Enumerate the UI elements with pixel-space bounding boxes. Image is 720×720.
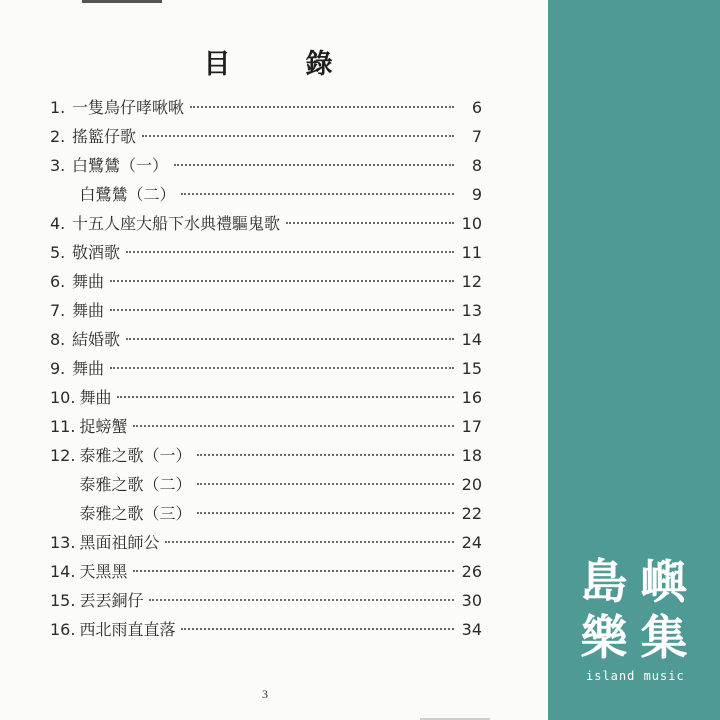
toc-entry-page: 30 bbox=[461, 591, 482, 610]
toc-entry-number: 9. bbox=[50, 359, 66, 378]
toc-entry-number: 11. bbox=[50, 417, 76, 436]
toc-leader-dots bbox=[165, 541, 454, 543]
toc-entry-page: 16 bbox=[461, 388, 482, 407]
toc-entry-page: 14 bbox=[461, 330, 482, 349]
toc-leader-dots bbox=[133, 570, 454, 572]
toc-entry-title: 十五人座大船下水典禮驅鬼歌 bbox=[72, 214, 281, 233]
brand-panel bbox=[548, 0, 720, 720]
toc-entry-number: 16. bbox=[50, 620, 76, 639]
toc-entry-title: 舞曲 bbox=[72, 359, 105, 378]
brand-logo bbox=[574, 555, 704, 683]
toc-entry-title: 捉螃蟹 bbox=[79, 417, 128, 436]
toc-entry-title: 泰雅之歌（三） bbox=[79, 504, 192, 523]
toc-entry-page: 20 bbox=[461, 475, 482, 494]
brand-char: 集 bbox=[640, 611, 688, 666]
toc-entry-title: 搖籃仔歌 bbox=[72, 127, 137, 146]
toc-entry bbox=[50, 298, 482, 327]
toc-entry-title: 泰雅之歌（一） bbox=[79, 446, 192, 465]
toc-entry-number: 15. bbox=[50, 591, 76, 610]
toc-leader-dots bbox=[126, 251, 454, 253]
toc-entry bbox=[50, 385, 482, 414]
toc-entry-page: 22 bbox=[461, 504, 482, 523]
toc-entry bbox=[50, 153, 482, 182]
toc-entry-number: 14. bbox=[50, 562, 76, 581]
toc-entry bbox=[50, 124, 482, 153]
toc-entry bbox=[50, 472, 482, 501]
toc-leader-dots bbox=[286, 222, 454, 224]
toc-entry-title: 敬酒歌 bbox=[72, 243, 121, 262]
toc-entry-page: 13 bbox=[461, 301, 482, 320]
toc-leader-dots bbox=[181, 628, 454, 630]
toc-entry-page: 15 bbox=[461, 359, 482, 378]
brand-char: 樂 bbox=[580, 611, 628, 666]
toc-entry-title: 舞曲 bbox=[72, 301, 105, 320]
toc-entry-title: 一隻鳥仔哮啾啾 bbox=[72, 98, 185, 117]
toc-leader-dots bbox=[117, 396, 454, 398]
toc-entry bbox=[50, 240, 482, 269]
toc-entry bbox=[50, 617, 482, 646]
toc-title: 目 錄 bbox=[203, 49, 357, 80]
page-number: 3 bbox=[262, 687, 268, 701]
brand-tagline: island music bbox=[586, 669, 685, 683]
toc-leader-dots bbox=[110, 280, 454, 282]
toc-entry bbox=[50, 414, 482, 443]
toc-leader-dots bbox=[133, 425, 454, 427]
toc-entry-title: 丟丟銅仔 bbox=[79, 591, 144, 610]
toc-entry bbox=[50, 211, 482, 240]
toc-entry-page: 9 bbox=[471, 185, 482, 204]
toc-entry-number: 2. bbox=[50, 127, 66, 146]
toc-entry-number: 8. bbox=[50, 330, 66, 349]
toc-entry-number: 12. bbox=[50, 446, 76, 465]
toc-entry bbox=[50, 327, 482, 356]
toc-entry bbox=[50, 530, 482, 559]
toc-entry-number: 13. bbox=[50, 533, 76, 552]
toc-entry-title: 舞曲 bbox=[72, 272, 105, 291]
toc-entry-title: 白鷺鷥（二） bbox=[79, 185, 176, 204]
toc-entry-number: 5. bbox=[50, 243, 66, 262]
toc-entry-number: 1. bbox=[50, 98, 66, 117]
toc-entry-title: 泰雅之歌（二） bbox=[79, 475, 192, 494]
toc-entry-title: 舞曲 bbox=[79, 388, 112, 407]
toc-leader-dots bbox=[149, 599, 454, 601]
toc-entry-page: 26 bbox=[461, 562, 482, 581]
toc-entry-title: 天黑黑 bbox=[79, 562, 128, 581]
toc-entry-title: 黑面祖師公 bbox=[79, 533, 160, 552]
toc-list bbox=[50, 95, 482, 646]
toc-entry-page: 6 bbox=[471, 98, 482, 117]
toc-leader-dots bbox=[174, 164, 454, 166]
toc-leader-dots bbox=[181, 193, 454, 195]
toc-entry-number: 6. bbox=[50, 272, 66, 291]
toc-entry-page: 10 bbox=[461, 214, 482, 233]
toc-leader-dots bbox=[142, 135, 454, 137]
toc-entry bbox=[50, 559, 482, 588]
toc-entry bbox=[50, 182, 482, 211]
toc-leader-dots bbox=[197, 512, 454, 514]
toc-entry bbox=[50, 501, 482, 530]
toc-leader-dots bbox=[110, 367, 454, 369]
toc-leader-dots bbox=[126, 338, 454, 340]
toc-entry-number: 4. bbox=[50, 214, 66, 233]
toc-entry-title: 結婚歌 bbox=[72, 330, 121, 349]
toc-entry-page: 24 bbox=[461, 533, 482, 552]
toc-entry-number: 7. bbox=[50, 301, 66, 320]
toc-entry-page: 11 bbox=[461, 243, 482, 262]
toc-entry-page: 18 bbox=[461, 446, 482, 465]
toc-leader-dots bbox=[197, 454, 454, 456]
toc-entry-page: 34 bbox=[461, 620, 482, 639]
toc-entry-number: 10. bbox=[50, 388, 76, 407]
toc-entry bbox=[50, 588, 482, 617]
toc-entry bbox=[50, 443, 482, 472]
toc-entry-number: 3. bbox=[50, 156, 66, 175]
toc-entry bbox=[50, 356, 482, 385]
toc-entry-page: 7 bbox=[471, 127, 482, 146]
toc-entry-page: 8 bbox=[471, 156, 482, 175]
toc-leader-dots bbox=[110, 309, 454, 311]
brand-char: 島 bbox=[580, 555, 628, 610]
top-rule bbox=[82, 0, 162, 3]
toc-entry-page: 12 bbox=[461, 272, 482, 291]
toc-entry bbox=[50, 269, 482, 298]
toc-entry-title: 白鷺鷥（一） bbox=[72, 156, 169, 175]
toc-entry-title: 西北雨直直落 bbox=[79, 620, 176, 639]
toc-entry-page: 17 bbox=[461, 417, 482, 436]
toc-entry bbox=[50, 95, 482, 124]
toc-leader-dots bbox=[197, 483, 454, 485]
toc-leader-dots bbox=[190, 106, 454, 108]
brand-wordmark bbox=[574, 555, 704, 667]
brand-char: 嶼 bbox=[640, 555, 688, 610]
